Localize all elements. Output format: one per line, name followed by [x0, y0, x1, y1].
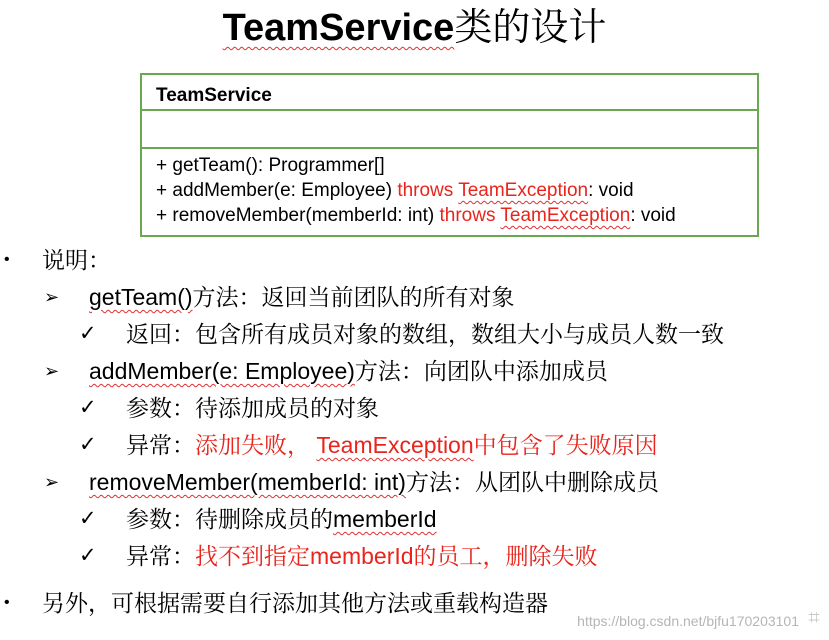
method-name: removeMember(memberId: int) [89, 469, 406, 495]
uml-class-diagram [140, 73, 759, 237]
bullet-icon: • [4, 251, 10, 268]
uml-op-getteam [156, 153, 757, 178]
uml-operations-section [142, 149, 757, 228]
watermark-logo-icon: ⌗ [808, 607, 820, 629]
title-class-name: TeamService [222, 7, 455, 49]
op-signature: + getTeam(): Programmer[] [156, 155, 385, 176]
title-suffix: 类的设计 [454, 7, 607, 49]
arrow-bullet-icon: ➢ [44, 287, 60, 307]
uml-op-addmember [156, 178, 757, 203]
op-signature: + addMember(e: Employee) [156, 180, 398, 201]
note-removemember [89, 467, 659, 497]
op-throws: throws [397, 180, 459, 201]
note-also: 另外，可根据需要自行添加其他方法或重载构造器 [42, 590, 548, 616]
exception-label: 异常： [126, 543, 195, 569]
op-exception: TeamException [500, 205, 631, 226]
exception-label: 异常： [126, 432, 195, 458]
check-icon: ✓ [79, 396, 97, 419]
arrow-bullet-icon: ➢ [44, 472, 60, 492]
param-label: 参数：待删除成员的 [126, 506, 333, 532]
op-throws: throws [439, 205, 501, 226]
check-icon: ✓ [79, 433, 97, 456]
arrow-bullet-icon: ➢ [44, 361, 60, 381]
method-name: getTeam() [89, 284, 193, 310]
note-addmember-param: 参数：待添加成员的对象 [126, 395, 379, 421]
method-name: addMember(e: Employee) [89, 358, 355, 384]
method-desc: 方法：向团队中添加成员 [354, 358, 608, 384]
exception-text: 中包含了失败原因 [473, 432, 658, 458]
uml-attributes-section [142, 111, 757, 149]
slide-title [0, 4, 829, 52]
op-return: : void [588, 180, 634, 201]
param-code: memberId [333, 506, 437, 532]
notes-heading: 说明： [42, 247, 111, 273]
op-exception: TeamException [458, 180, 589, 201]
bullet-icon: • [4, 594, 10, 611]
check-icon: ✓ [79, 322, 97, 345]
exception-class: TeamException [316, 432, 474, 458]
note-addmember [89, 356, 608, 386]
note-removemember-exception [126, 541, 598, 571]
exception-text: 找不到指定memberId的员工，删除失败 [195, 543, 598, 569]
method-desc: 方法：从团队中删除成员 [405, 469, 659, 495]
method-desc: 方法：返回当前团队的所有对象 [192, 284, 515, 310]
check-icon: ✓ [79, 544, 97, 567]
op-signature: + removeMember(memberId: int) [156, 205, 440, 226]
op-return: : void [630, 205, 676, 226]
check-icon: ✓ [79, 507, 97, 530]
note-getteam-return: 返回：包含所有成员对象的数组，数组大小与成员人数一致 [126, 321, 724, 347]
exception-text: 添加失败， [195, 432, 317, 458]
note-addmember-exception [126, 430, 658, 460]
note-removemember-param [126, 504, 437, 534]
note-getteam [89, 282, 515, 312]
uml-op-removemember [156, 203, 757, 228]
watermark-url: https://blog.csdn.net/bjfu170203101 [577, 613, 799, 629]
uml-class-name: TeamService [142, 75, 757, 111]
